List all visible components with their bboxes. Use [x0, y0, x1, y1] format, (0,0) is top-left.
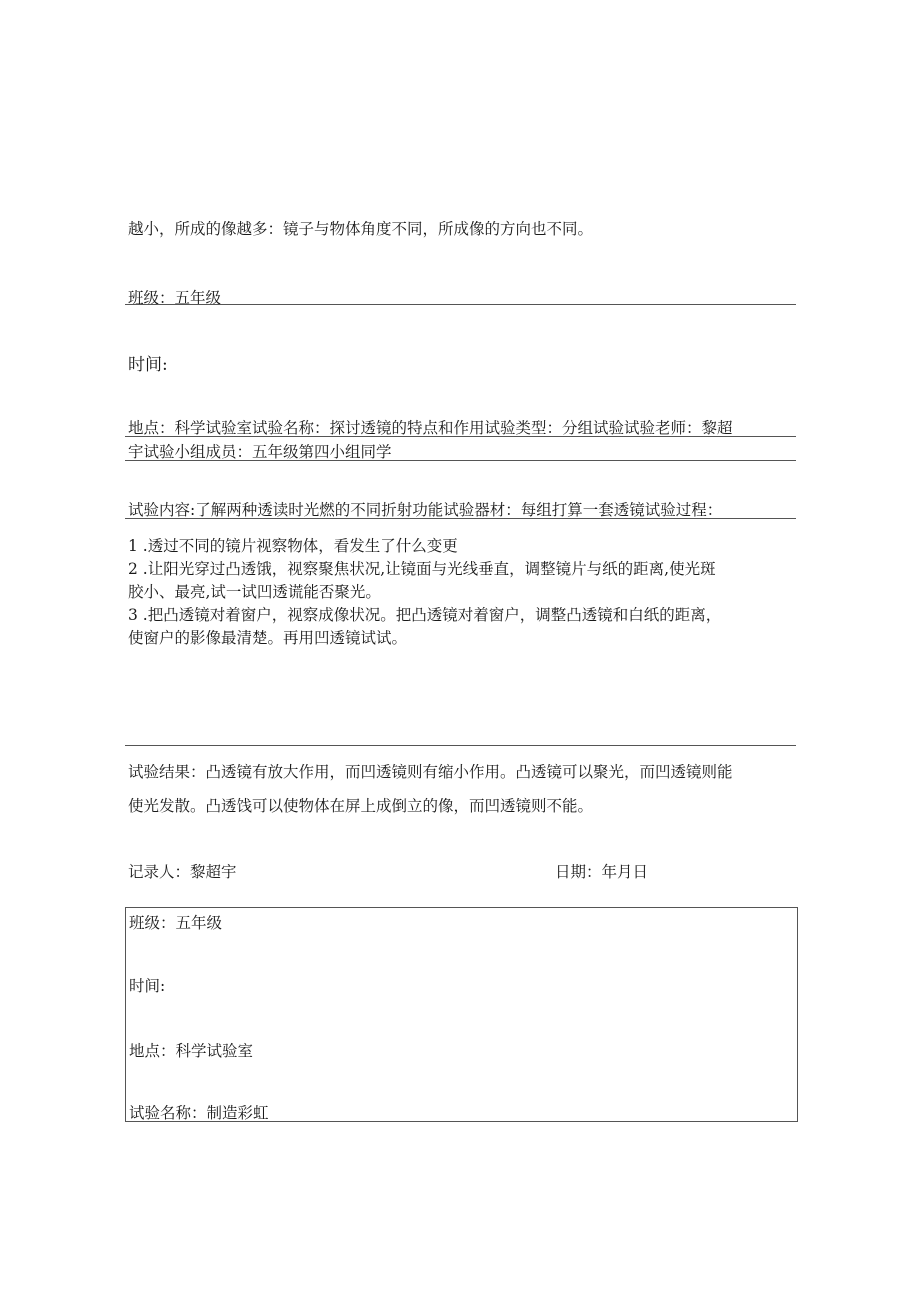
time-label: 时间: — [128, 355, 168, 375]
step-1: 1 .透过不同的镜片视察物体，看发生了什么变更 — [128, 537, 458, 555]
step-3-cont: 使窗户的影像最清楚。再用凹透镜试试。 — [128, 629, 408, 647]
box-experiment-name: 试验名称：制造彩虹 — [129, 1104, 269, 1122]
step-3: 3 .把凸透镜对着窗户，视察成像状况。把凸透镜对着窗户，调整凸透镜和白纸的距离， — [128, 606, 722, 624]
box-location: 地点：科学试验室 — [129, 1042, 254, 1060]
divider — [125, 745, 796, 746]
date: 日期：年月日 — [555, 863, 649, 881]
intro-line: 越小，所成的像越多：镜子与物体角度不同，所成像的方向也不同。 — [128, 220, 594, 238]
box-class-label: 班级：五年级 — [129, 914, 223, 932]
divider — [125, 518, 796, 519]
step-2-cont: 胶小、最亮,试一试凹透谎能否聚光。 — [128, 583, 381, 601]
class-label: 班级：五年级 — [128, 289, 222, 307]
divider — [125, 304, 796, 305]
divider — [125, 460, 796, 461]
step-2: 2 .让阳光穿过凸透饿，视察聚焦状况,让镜面与光线垂直，调整镜片与纸的距离,使光斑 — [128, 560, 716, 578]
recorder: 记录人：黎超宇 — [128, 863, 237, 881]
location-line-1: 地点：科学试验室试验名称：探讨透镜的特点和作用试验类型：分组试验试验老师：黎超 — [128, 419, 733, 437]
result-line-2: 使光发散。凸透饯可以使物体在屏上成倒立的像，而凹透镜则不能。 — [128, 797, 594, 815]
experiment-record-box — [125, 907, 798, 1122]
divider — [125, 436, 796, 437]
box-time-label: 时间: — [129, 977, 166, 995]
content-line: 试验内容:了解两种透读时光燃的不同折射功能试验器材：每组打算一套透镜试验过程： — [128, 501, 723, 519]
result-line-1: 试验结果：凸透镜有放大作用，而凹透镜则有缩小作用。凸透镜可以聚光，而凹透镜则能 — [128, 763, 733, 781]
location-line-2: 宇试验小组成员：五年级第四小组同学 — [128, 443, 392, 461]
